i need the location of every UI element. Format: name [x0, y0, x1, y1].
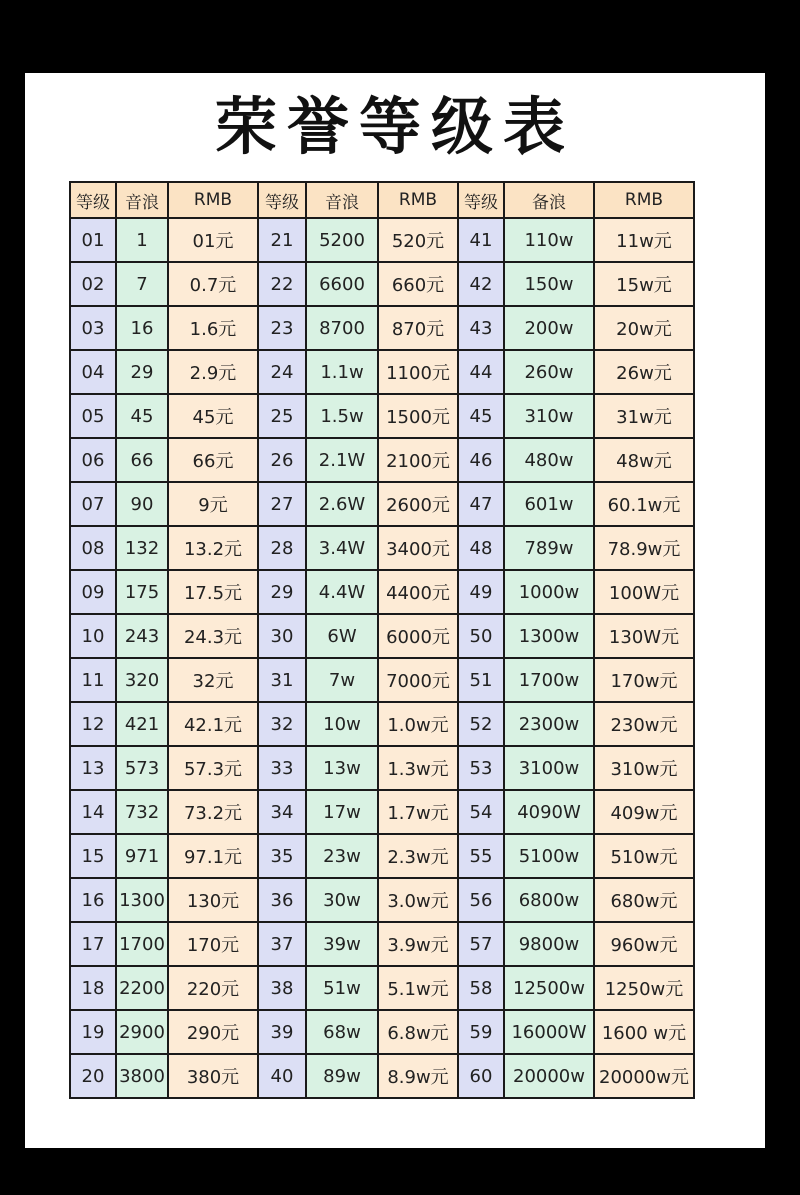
- level-cell: 30: [258, 614, 306, 658]
- level-cell: 29: [258, 570, 306, 614]
- level-cell: 59: [458, 1010, 504, 1054]
- rmb-cell: 15w元: [594, 262, 694, 306]
- sound-wave-cell: 4.4W: [306, 570, 378, 614]
- column-header: 音浪: [116, 182, 168, 218]
- level-cell: 31: [258, 658, 306, 702]
- level-cell: 17: [70, 922, 116, 966]
- level-cell: 48: [458, 526, 504, 570]
- sound-wave-cell: 3100w: [504, 746, 594, 790]
- table-row: [70, 394, 694, 438]
- rmb-cell: 170元: [168, 922, 258, 966]
- rmb-cell: 7000元: [378, 658, 458, 702]
- sound-wave-cell: 2300w: [504, 702, 594, 746]
- level-cell: 52: [458, 702, 504, 746]
- rmb-cell: 3400元: [378, 526, 458, 570]
- sound-wave-cell: 5200: [306, 218, 378, 262]
- level-cell: 21: [258, 218, 306, 262]
- table-row: [70, 746, 694, 790]
- level-cell: 56: [458, 878, 504, 922]
- rmb-cell: 2.9元: [168, 350, 258, 394]
- rmb-cell: 1.7w元: [378, 790, 458, 834]
- sound-wave-cell: 45: [116, 394, 168, 438]
- table-row: [70, 658, 694, 702]
- level-cell: 18: [70, 966, 116, 1010]
- table-row: [70, 438, 694, 482]
- sound-wave-cell: 12500w: [504, 966, 594, 1010]
- rmb-cell: 520元: [378, 218, 458, 262]
- rmb-cell: 870元: [378, 306, 458, 350]
- rmb-cell: 57.3元: [168, 746, 258, 790]
- level-cell: 50: [458, 614, 504, 658]
- rmb-cell: 26w元: [594, 350, 694, 394]
- rmb-cell: 130元: [168, 878, 258, 922]
- rmb-cell: 8.9w元: [378, 1054, 458, 1098]
- level-cell: 11: [70, 658, 116, 702]
- rmb-cell: 380元: [168, 1054, 258, 1098]
- level-cell: 60: [458, 1054, 504, 1098]
- column-header: 等级: [258, 182, 306, 218]
- level-cell: 36: [258, 878, 306, 922]
- sound-wave-cell: 7w: [306, 658, 378, 702]
- column-header: RMB: [168, 182, 258, 218]
- table-row: [70, 966, 694, 1010]
- rmb-cell: 1500元: [378, 394, 458, 438]
- sound-wave-cell: 9800w: [504, 922, 594, 966]
- level-cell: 14: [70, 790, 116, 834]
- level-cell: 40: [258, 1054, 306, 1098]
- level-cell: 46: [458, 438, 504, 482]
- sound-wave-cell: 1.5w: [306, 394, 378, 438]
- sound-wave-cell: 789w: [504, 526, 594, 570]
- rmb-cell: 2600元: [378, 482, 458, 526]
- rmb-cell: 1600 w元: [594, 1010, 694, 1054]
- sound-wave-cell: 20000w: [504, 1054, 594, 1098]
- column-header: 音浪: [306, 182, 378, 218]
- sound-wave-cell: 110w: [504, 218, 594, 262]
- level-cell: 02: [70, 262, 116, 306]
- level-cell: 16: [70, 878, 116, 922]
- level-cell: 51: [458, 658, 504, 702]
- sound-wave-cell: 6W: [306, 614, 378, 658]
- sound-wave-cell: 1300: [116, 878, 168, 922]
- sound-wave-cell: 3.4W: [306, 526, 378, 570]
- sound-wave-cell: 16: [116, 306, 168, 350]
- level-cell: 42: [458, 262, 504, 306]
- column-header: 等级: [458, 182, 504, 218]
- sound-wave-cell: 39w: [306, 922, 378, 966]
- rmb-cell: 73.2元: [168, 790, 258, 834]
- level-cell: 03: [70, 306, 116, 350]
- level-cell: 25: [258, 394, 306, 438]
- rmb-cell: 1.6元: [168, 306, 258, 350]
- rmb-cell: 20w元: [594, 306, 694, 350]
- sound-wave-cell: 29: [116, 350, 168, 394]
- level-cell: 34: [258, 790, 306, 834]
- sound-wave-cell: 320: [116, 658, 168, 702]
- rmb-cell: 17.5元: [168, 570, 258, 614]
- rmb-cell: 100W元: [594, 570, 694, 614]
- rmb-cell: 0.7元: [168, 262, 258, 306]
- rmb-cell: 42.1元: [168, 702, 258, 746]
- sound-wave-cell: 90: [116, 482, 168, 526]
- sound-wave-cell: 16000W: [504, 1010, 594, 1054]
- sound-wave-cell: 573: [116, 746, 168, 790]
- rmb-cell: 220元: [168, 966, 258, 1010]
- column-header: RMB: [594, 182, 694, 218]
- level-cell: 41: [458, 218, 504, 262]
- sound-wave-cell: 150w: [504, 262, 594, 306]
- rmb-cell: 310w元: [594, 746, 694, 790]
- sound-wave-cell: 200w: [504, 306, 594, 350]
- table-row: [70, 570, 694, 614]
- table-header-row: [70, 182, 694, 218]
- table-body: [70, 218, 694, 1098]
- sound-wave-cell: 2200: [116, 966, 168, 1010]
- sound-wave-cell: 68w: [306, 1010, 378, 1054]
- rmb-cell: 20000w元: [594, 1054, 694, 1098]
- level-cell: 15: [70, 834, 116, 878]
- sound-wave-cell: 175: [116, 570, 168, 614]
- table-row: [70, 262, 694, 306]
- level-cell: 32: [258, 702, 306, 746]
- sound-wave-cell: 23w: [306, 834, 378, 878]
- level-cell: 38: [258, 966, 306, 1010]
- sound-wave-cell: 480w: [504, 438, 594, 482]
- table-row: [70, 526, 694, 570]
- table-row: [70, 218, 694, 262]
- sound-wave-cell: 10w: [306, 702, 378, 746]
- sound-wave-cell: 601w: [504, 482, 594, 526]
- level-cell: 06: [70, 438, 116, 482]
- level-cell: 22: [258, 262, 306, 306]
- level-cell: 37: [258, 922, 306, 966]
- sound-wave-cell: 8700: [306, 306, 378, 350]
- rmb-cell: 31w元: [594, 394, 694, 438]
- rmb-cell: 78.9w元: [594, 526, 694, 570]
- level-cell: 45: [458, 394, 504, 438]
- level-cell: 08: [70, 526, 116, 570]
- rmb-cell: 9元: [168, 482, 258, 526]
- rmb-cell: 1250w元: [594, 966, 694, 1010]
- rmb-cell: 3.9w元: [378, 922, 458, 966]
- page-title: 荣誉等级表: [214, 90, 575, 163]
- level-cell: 39: [258, 1010, 306, 1054]
- level-cell: 35: [258, 834, 306, 878]
- column-header: 等级: [70, 182, 116, 218]
- sound-wave-cell: 2900: [116, 1010, 168, 1054]
- level-cell: 55: [458, 834, 504, 878]
- rmb-cell: 2.3w元: [378, 834, 458, 878]
- table-row: [70, 878, 694, 922]
- rmb-cell: 170w元: [594, 658, 694, 702]
- rmb-cell: 97.1元: [168, 834, 258, 878]
- rmb-cell: 230w元: [594, 702, 694, 746]
- sound-wave-cell: 2.6W: [306, 482, 378, 526]
- sound-wave-cell: 971: [116, 834, 168, 878]
- rmb-cell: 01元: [168, 218, 258, 262]
- table-row: [70, 922, 694, 966]
- level-cell: 57: [458, 922, 504, 966]
- sound-wave-cell: 7: [116, 262, 168, 306]
- rmb-cell: 960w元: [594, 922, 694, 966]
- sound-wave-cell: 421: [116, 702, 168, 746]
- rmb-cell: 130W元: [594, 614, 694, 658]
- level-cell: 12: [70, 702, 116, 746]
- sound-wave-cell: 1: [116, 218, 168, 262]
- sound-wave-cell: 17w: [306, 790, 378, 834]
- rmb-cell: 4400元: [378, 570, 458, 614]
- level-cell: 04: [70, 350, 116, 394]
- rmb-cell: 11w元: [594, 218, 694, 262]
- sound-wave-cell: 89w: [306, 1054, 378, 1098]
- level-cell: 07: [70, 482, 116, 526]
- sound-wave-cell: 4090W: [504, 790, 594, 834]
- rmb-cell: 1.0w元: [378, 702, 458, 746]
- rmb-cell: 66元: [168, 438, 258, 482]
- level-cell: 20: [70, 1054, 116, 1098]
- rmb-cell: 6000元: [378, 614, 458, 658]
- sound-wave-cell: 1.1w: [306, 350, 378, 394]
- level-cell: 58: [458, 966, 504, 1010]
- sound-wave-cell: 51w: [306, 966, 378, 1010]
- level-cell: 53: [458, 746, 504, 790]
- column-header: RMB: [378, 182, 458, 218]
- sound-wave-cell: 260w: [504, 350, 594, 394]
- rmb-cell: 409w元: [594, 790, 694, 834]
- rmb-cell: 1.3w元: [378, 746, 458, 790]
- honor-level-table: [69, 181, 695, 1099]
- table-row: [70, 702, 694, 746]
- rmb-cell: 680w元: [594, 878, 694, 922]
- rmb-cell: 60.1w元: [594, 482, 694, 526]
- sound-wave-cell: 5100w: [504, 834, 594, 878]
- level-cell: 24: [258, 350, 306, 394]
- table-row: [70, 482, 694, 526]
- rmb-cell: 510w元: [594, 834, 694, 878]
- level-cell: 54: [458, 790, 504, 834]
- table-row: [70, 834, 694, 878]
- level-cell: 23: [258, 306, 306, 350]
- level-cell: 33: [258, 746, 306, 790]
- rmb-cell: 24.3元: [168, 614, 258, 658]
- sound-wave-cell: 30w: [306, 878, 378, 922]
- level-cell: 49: [458, 570, 504, 614]
- sound-wave-cell: 1300w: [504, 614, 594, 658]
- table-row: [70, 350, 694, 394]
- rmb-cell: 660元: [378, 262, 458, 306]
- honor-level-sheet: [25, 73, 765, 1148]
- sound-wave-cell: 1000w: [504, 570, 594, 614]
- level-cell: 47: [458, 482, 504, 526]
- rmb-cell: 1100元: [378, 350, 458, 394]
- table-row: [70, 306, 694, 350]
- rmb-cell: 32元: [168, 658, 258, 702]
- level-cell: 19: [70, 1010, 116, 1054]
- level-cell: 26: [258, 438, 306, 482]
- sound-wave-cell: 6800w: [504, 878, 594, 922]
- sound-wave-cell: 1700w: [504, 658, 594, 702]
- level-cell: 09: [70, 570, 116, 614]
- level-cell: 05: [70, 394, 116, 438]
- sound-wave-cell: 1700: [116, 922, 168, 966]
- level-cell: 28: [258, 526, 306, 570]
- table-row: [70, 1054, 694, 1098]
- level-cell: 10: [70, 614, 116, 658]
- level-cell: 44: [458, 350, 504, 394]
- rmb-cell: 13.2元: [168, 526, 258, 570]
- rmb-cell: 3.0w元: [378, 878, 458, 922]
- level-cell: 01: [70, 218, 116, 262]
- sound-wave-cell: 3800: [116, 1054, 168, 1098]
- sound-wave-cell: 243: [116, 614, 168, 658]
- level-cell: 43: [458, 306, 504, 350]
- sound-wave-cell: 132: [116, 526, 168, 570]
- level-cell: 27: [258, 482, 306, 526]
- sound-wave-cell: 13w: [306, 746, 378, 790]
- rmb-cell: 290元: [168, 1010, 258, 1054]
- rmb-cell: 48w元: [594, 438, 694, 482]
- table-row: [70, 614, 694, 658]
- sound-wave-cell: 66: [116, 438, 168, 482]
- rmb-cell: 6.8w元: [378, 1010, 458, 1054]
- column-header: 备浪: [504, 182, 594, 218]
- sound-wave-cell: 310w: [504, 394, 594, 438]
- sound-wave-cell: 6600: [306, 262, 378, 306]
- rmb-cell: 45元: [168, 394, 258, 438]
- level-cell: 13: [70, 746, 116, 790]
- table-row: [70, 1010, 694, 1054]
- rmb-cell: 5.1w元: [378, 966, 458, 1010]
- rmb-cell: 2100元: [378, 438, 458, 482]
- table-row: [70, 790, 694, 834]
- sound-wave-cell: 2.1W: [306, 438, 378, 482]
- sound-wave-cell: 732: [116, 790, 168, 834]
